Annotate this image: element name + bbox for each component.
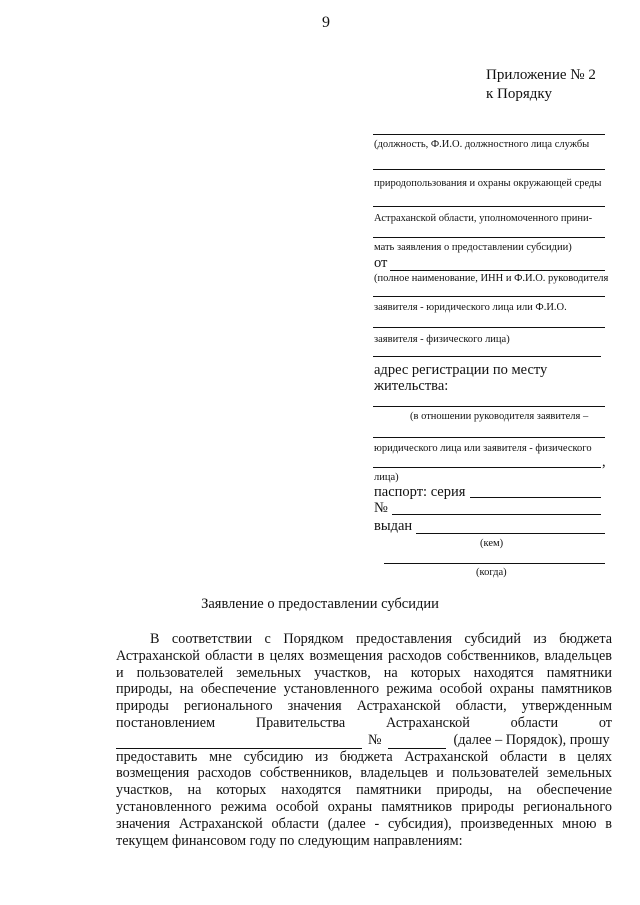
body-line: возмещения расходов собственников, владельцев и пользователей земельных bbox=[116, 765, 612, 782]
blank-line bbox=[373, 237, 605, 238]
appendix-label: Приложение № 2 bbox=[486, 67, 596, 83]
body-line: природы, на обеспечение установленного режима особой охраны памятников bbox=[116, 681, 612, 698]
resolution-date-field[interactable] bbox=[116, 736, 362, 749]
address-label-2: жительства: bbox=[374, 378, 449, 394]
body-paragraph bbox=[116, 631, 612, 849]
addressee-caption-4: мать заявления о предоставлении субсидии) bbox=[374, 242, 572, 253]
body-line: установленного режима особой охраны памятников природы регионального bbox=[116, 798, 612, 815]
body-word: Астраханской bbox=[385, 714, 470, 731]
body-line: В соответствии с Порядком предоставления субсидий из бюджета bbox=[150, 631, 612, 647]
addressee-caption-2: природопользования и охраны окружающей среды bbox=[374, 178, 602, 189]
body-line: участков, на которых находятся памятники природы, на обеспечение bbox=[116, 782, 612, 799]
body-line: Астраханской области в целях возмещения расходов собственников, владельцев bbox=[116, 647, 612, 664]
passport-caption-1: (в отношении руководителя заявителя – bbox=[410, 411, 589, 422]
body-word: области bbox=[510, 714, 559, 731]
issued-by-caption: (кем) bbox=[480, 538, 504, 549]
appendix-subtitle: к Порядку bbox=[486, 86, 552, 102]
blank-line bbox=[373, 406, 605, 407]
issued-date-caption: (когда) bbox=[476, 567, 507, 578]
blank-line bbox=[373, 327, 605, 328]
page-number: 9 bbox=[322, 14, 330, 31]
issued-by-field[interactable] bbox=[416, 533, 605, 534]
address-label: адрес регистрации по месту bbox=[374, 362, 548, 378]
document-title: Заявление о предоставлении субсидии bbox=[201, 596, 439, 612]
body-line: значения Астраханской области (далее - субсидия), произведенных мною в bbox=[116, 815, 612, 832]
comma: , bbox=[602, 454, 606, 470]
blank-line bbox=[373, 437, 605, 438]
issued-date-field[interactable] bbox=[384, 563, 605, 564]
applicant-caption-1: (полное наименование, ИНН и Ф.И.О. руководителя bbox=[374, 273, 609, 284]
blank-line bbox=[373, 134, 605, 135]
number-label: № bbox=[368, 731, 382, 748]
blank-line bbox=[373, 296, 605, 297]
body-line bbox=[116, 732, 612, 749]
addressee-caption-3: Астраханской области, уполномоченного прини- bbox=[374, 213, 593, 224]
passport-series-field[interactable] bbox=[470, 497, 601, 498]
body-word: Правительства bbox=[255, 714, 346, 731]
blank-line bbox=[390, 270, 605, 271]
body-line: и пользователей земельных участков, на которых находятся памятники bbox=[116, 664, 612, 681]
applicant-caption-2: заявителя - юридического лица или Ф.И.О. bbox=[374, 302, 567, 313]
issued-label: выдан bbox=[374, 518, 413, 534]
body-word: (далее – Порядок), прошу bbox=[453, 731, 610, 748]
passport-series-label: паспорт: серия bbox=[374, 484, 466, 500]
addressee-caption-1: (должность, Ф.И.О. должностного лица службы bbox=[374, 139, 590, 150]
passport-caption-2: юридического лица или заявителя - физического bbox=[374, 443, 592, 454]
body-line: текущем финансовом году по следующим направлениям: bbox=[116, 832, 463, 849]
from-label: от bbox=[374, 255, 388, 271]
body-line bbox=[116, 715, 612, 732]
blank-line bbox=[373, 169, 605, 170]
passport-number-field[interactable] bbox=[392, 514, 601, 515]
blank-line bbox=[373, 467, 601, 468]
passport-caption-3: лица) bbox=[374, 472, 399, 483]
passport-number-label: № bbox=[374, 500, 388, 516]
blank-line bbox=[373, 356, 601, 357]
blank-line bbox=[373, 206, 605, 207]
body-word: постановлением bbox=[116, 714, 216, 731]
body-word: от bbox=[598, 714, 612, 731]
body-line: природы регионального значения Астраханской области, утвержденным bbox=[116, 698, 612, 715]
body-line: предоставить мне субсидию из бюджета Астраханской области в целях bbox=[116, 748, 612, 765]
resolution-number-field[interactable] bbox=[388, 736, 446, 749]
applicant-caption-3: заявителя - физического лица) bbox=[374, 334, 510, 345]
